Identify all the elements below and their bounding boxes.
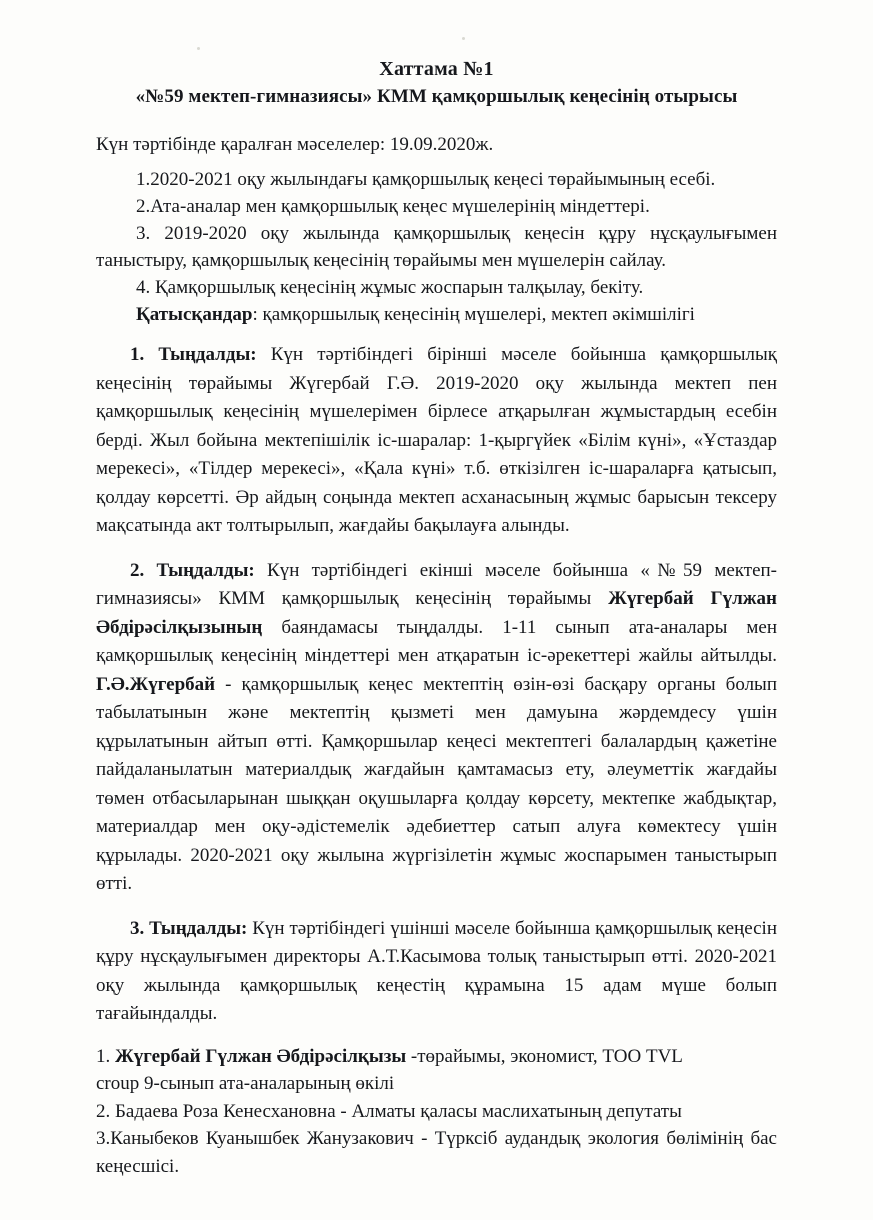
item-3-paragraph [96, 915, 777, 1029]
item-2-bold-name-2: Г.Ә.Жүгербай [96, 673, 216, 695]
member-1-number: 1. [96, 1045, 115, 1067]
agenda-intro: Күн тәртібінде қаралған мәселелер: 19.09.2020ж. [96, 133, 494, 155]
agenda-item-3: 3. 2019-2020 оқу жылында қамқоршылық кеңесін құру нұсқаулығымен таныстыру, қамқоршылық кеңесінің төрайымы мен мүшелерін сайлау. [96, 223, 777, 272]
agenda-item-1: 1.2020-2021 оқу жылындағы қамқоршылық кеңесі төрайымының есебі. [136, 169, 716, 191]
item-1-paragraph [96, 341, 777, 541]
agenda-item-4: 4. Қамқоршылық кеңесінің жұмыс жоспарын талқылау, бекіту. [136, 277, 644, 299]
member-2-number: 2. [96, 1100, 115, 1122]
item-3-heading: 3. Тыңдалды: [130, 917, 248, 939]
item-2-body-3: - қамқоршылық кеңес мектептің өзін-өзі басқару органы болып табылатынын және мектептің қызметі мен дамуына жәрдемдесу үшін құрылатынын айтып өтті. Қамқоршылар кеңесі мектептегі балалардың қажетіне пайдаланылатын материалдық жағдайын қамтамасыз ету, әлеуметтік жағдайы төмен отбасыларынан шыққан оқушыларға қолдау көрсету, мектепке жабдықтар, материалдар мен оқу-әдістемелік әдебиеттер сатып алуға көмектесу үшін құрылады. 2020-2021 оқу жылына жүргізілетін жұмыс жоспарымен таныстырып өтті. [96, 673, 777, 895]
item-2-bold-name-1: Жүгербай Гүлжан Әбдірәсілқызының [96, 588, 777, 638]
item-1-heading: 1. Тыңдалды: [130, 344, 257, 366]
item-2-body-2: баяндамасы тыңдалды. 1-11 сынып ата-аналары мен қамқоршылық кеңесінің міндеттері мен атқаратын іс-әрекеттері жайлы айтылды. [96, 616, 777, 667]
members-list [96, 1043, 777, 1181]
member-item-3 [96, 1125, 777, 1180]
document-header [96, 58, 777, 109]
attendees-text: : қамқоршылық кеңесінің мүшелері, мектеп әкімшілігі [252, 304, 695, 326]
item-2-body-1: Күн тәртібіндегі екінші мәселе бойынша «№59 мектеп-гимназиясы» КММ қамқоршылық кеңесінің төрайымы [96, 559, 777, 610]
attendees-label: Қатысқандар [136, 304, 253, 326]
member-3-rest: Каныбеков Куанышбек Жанузакович - Түрксіб аудандық экология бөлімінің бас кеңесшісі. [96, 1128, 777, 1177]
item-2-heading: 2. Тыңдалды: [130, 559, 255, 581]
document-title: Хаттама №1 [379, 58, 494, 80]
item-3-body: Күн тәртібіндегі үшінші мәселе бойынша қамқоршылық кеңесін құру нұсқаулығымен директоры А.Т.Касымова толық таныстырып өтті. 2020-2021 оқу жылында қамқоршылық кеңестің құрамына 15 адам мүше болып тағайындалды. [96, 917, 777, 1025]
member-1-name: Жүгербай Гүлжан Әбдірәсілқызы [115, 1045, 407, 1067]
item-2-paragraph [96, 557, 777, 899]
member-2-rest: Бадаева Роза Кенесхановна - Алматы қаласы маслихатының депутаты [115, 1100, 682, 1122]
member-1-rest: -төрайымы, экономист, ТОО TVL [406, 1045, 683, 1067]
member-item-1 [96, 1043, 777, 1071]
attendees-line [96, 302, 777, 329]
item-1-body: Күн тәртібіндегі бірінші мәселе бойынша қамқоршылық кеңесінің төрайымы Жүгербай Г.Ә. 2019-2020 оқу жылында мектеп пен қамқоршылық кеңесінің мүшелерімен бірлесе атқарылған жұмыстардың есебін берді. Жыл бойына мектепішілік іс-шаралар: 1-қыргүйек «Білім күні», «Ұстаздар мерекесі», «Тілдер мерекесі», «Қала күні» т.б. өткізілген іс-шараларға қатысып, қолдау көрсетті. Әр айдың соңында мектеп асханасының жұмыс барысын тексеру мақсатында акт толтырылып, жағдайы бақылауға алынды. [96, 344, 777, 537]
agenda-item-2: 2.Ата-аналар мен қамқоршылық кеңес мүшелерінің міндеттері. [136, 196, 650, 218]
member-3-number: 3. [96, 1128, 111, 1150]
member-item-2 [96, 1098, 777, 1126]
document-subtitle: «№59 мектеп-гимназиясы» КММ қамқоршылық кеңесінің отырысы [135, 86, 738, 107]
paper-speck [462, 37, 465, 40]
paper-speck [197, 47, 200, 50]
member-1-second-line: сroup 9-сынып ата-аналарының өкілі [96, 1073, 395, 1095]
